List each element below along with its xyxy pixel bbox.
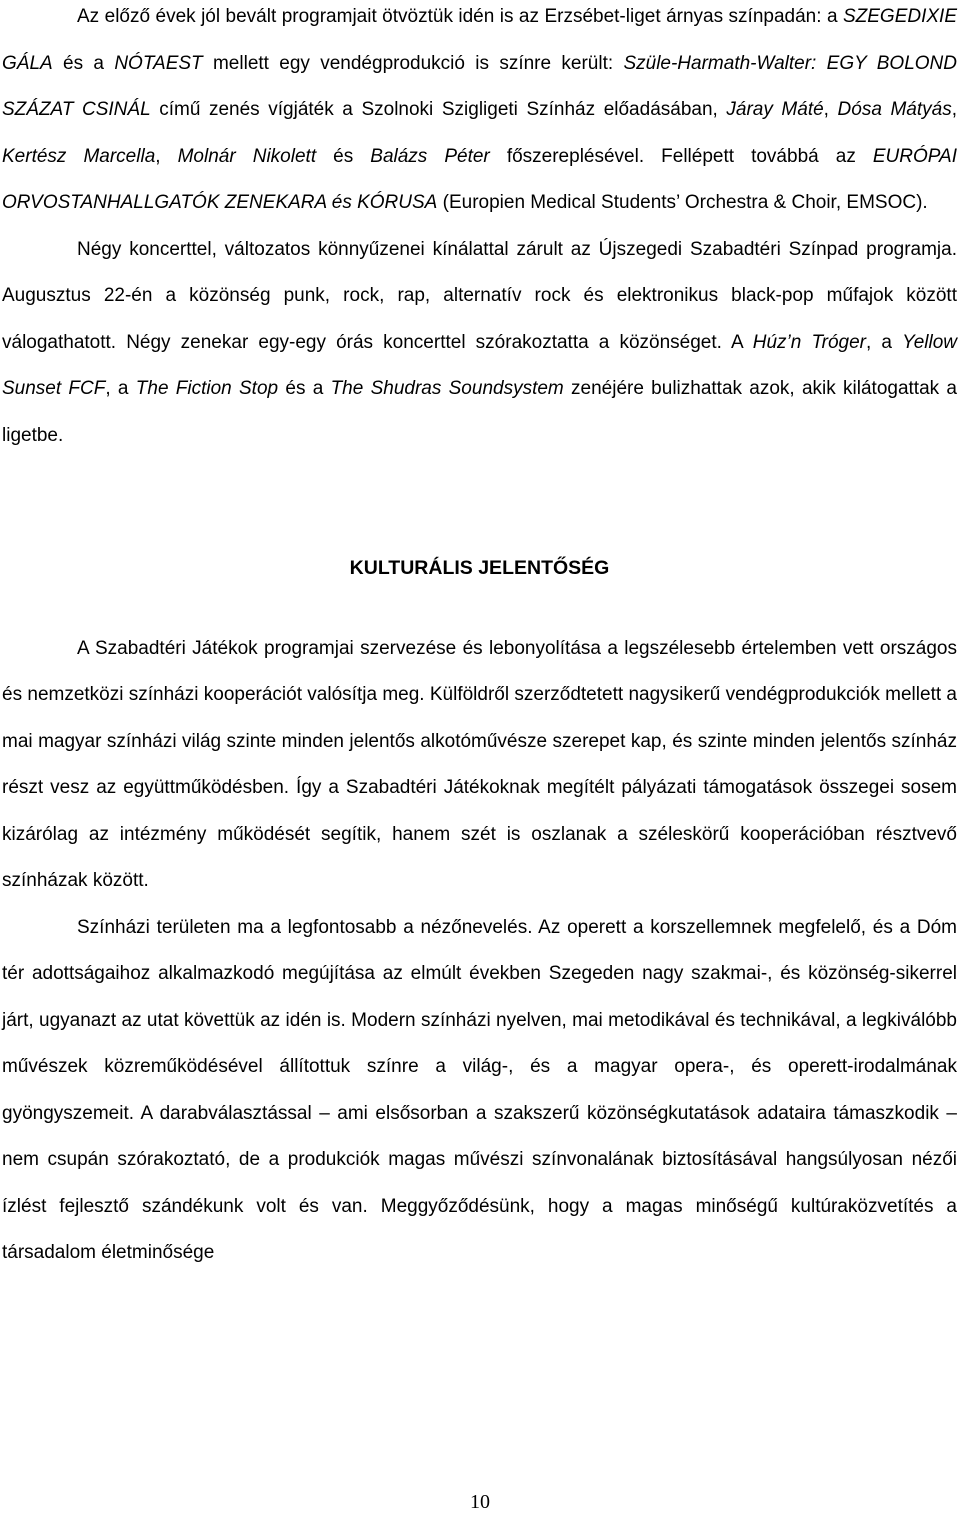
text-run: (Europien Medical Students’ Orchestra & Choir, EMSOC).: [437, 192, 928, 213]
page-number: 10: [470, 1491, 490, 1513]
italic-text-run: Húz’n Tróger: [752, 331, 866, 353]
text-run: mellett egy vendégprodukció is színre került:: [202, 52, 624, 74]
italic-text-run: The Shudras Soundsystem: [330, 378, 564, 399]
paragraph-concerts: [2, 227, 957, 460]
text-run: Négy koncerttel, változatos könnyűzenei kínálattal zárult az Újszegedi Szabadtéri Színpad programja. Augusztus 22-én a közönség punk, rock, rap, alternatív rock és elektronikus black-pop műfajok között válogathatott. Négy zenekar egy-egy órás koncerttel szórakoztatta a közönséget. A: [2, 238, 957, 353]
text-run: című zenés vígjáték a Szolnoki Szigligeti Színház előadásában,: [150, 99, 727, 120]
text-run: ,: [823, 99, 838, 120]
text-run: , a: [105, 378, 136, 399]
italic-text-run: The Fiction Stop: [135, 378, 279, 399]
text-run: főszereplésével. Fellépett továbbá az: [489, 145, 873, 167]
paragraph-audience-education: Színházi területen ma a legfontosabb a nézőnevelés. Az operett a korszellemnek megfelelő, és a Dóm tér adottságaihoz alkalmazkodó megújítása az elmúlt években Szegeden nagy szakmai-, és közönség-sikerrel járt, ugyanazt az utat követtük az idén is. Modern színházi nyelven, mai metodikával és technikával, a legkiválóbb művészek közreműködésével állítottuk színre a világ-, és a magyar opera-, és operett-irodalmának gyöngyszemeit. A darabválasztással – ami elsősorban a szakszerű közönségkutatások adataira támaszkodik – nem csupán szórakoztató, de a produkciók magas művészi színvonalának biztosításával hangsúlyosan nézői ízlést fejlesztő szándékunk volt és van. Meggyőződésünk, hogy a magas minőségű kultúraközvetítés a társadalom életminősége: [2, 916, 957, 1263]
italic-text-run: Yellow Sunset FCF: [2, 331, 958, 399]
section-heading: KULTURÁLIS JELENTŐSÉG: [349, 557, 610, 579]
text-run: zenéjére bulizhattak azok, akik kilátogattak a ligetbe.: [2, 378, 957, 446]
document-page: [2, 0, 957, 1277]
italic-text-run: EURÓPAI ORVOSTANHALLGATÓK ZENEKARA és KÓRUSA: [2, 145, 957, 213]
italic-text-run: Járay Máté: [726, 99, 824, 120]
paragraph-cooperation: A Szabadtéri Játékok programjai szervezése és lebonyolítása a legszélesebb értelemben vett országos és nemzetközi színházi kooperációt valósítja meg. Külföldről szerződtetett nagysikerű vendégprodukciók mellett a mai magyar színházi világ szinte minden jelentős alkotóművésze szerepet kap, és szinte minden jelentős színház részt vesz az együttműködésben. Így a Szabadtéri Játékoknak megítélt pályázati támogatások összegei sosem kizárólag az intézmény működését segítik, hanem szét is oszlanak a széleskörű kooperációban résztvevő színházak között.: [2, 637, 957, 891]
text-run: ,: [951, 99, 957, 120]
italic-text-run: Szüle-Harmath-Walter: EGY BOLOND SZÁZAT CSINÁL: [2, 52, 957, 120]
italic-text-run: Kertész Marcella: [2, 145, 156, 167]
text-run: ,: [155, 145, 178, 167]
paragraph-festival-program: [2, 0, 957, 227]
text-run: , a: [866, 331, 903, 353]
italic-text-run: Molnár Nikolett: [177, 145, 317, 167]
italic-text-run: Dósa Mátyás: [837, 99, 952, 120]
italic-text-run: NÓTAEST: [114, 52, 203, 74]
text-run: és: [316, 145, 371, 167]
text-run: és a: [52, 52, 115, 74]
text-run: és a: [278, 378, 331, 399]
text-run: Az előző évek jól bevált programjait ötvöztük idén is az Erzsébet-liget árnyas színpadán: a: [77, 6, 843, 27]
italic-text-run: Balázs Péter: [370, 145, 490, 167]
italic-text-run: SZEGEDIXIE GÁLA: [2, 6, 957, 74]
